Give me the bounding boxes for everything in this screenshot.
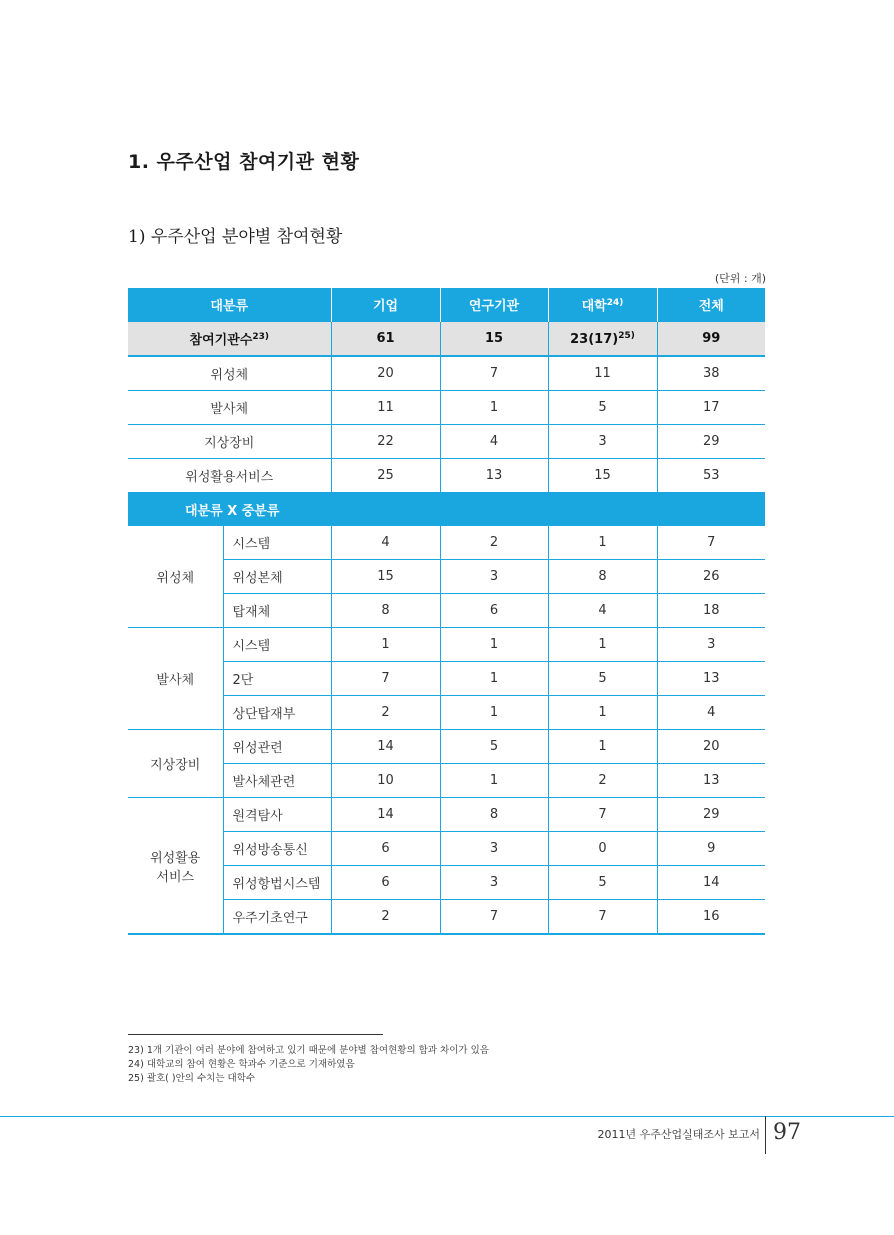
table-row: [128, 798, 765, 832]
participation-table: [128, 288, 765, 935]
table-cell: 1: [440, 696, 548, 730]
row-label: 위성체: [128, 356, 331, 391]
table-cell: 8: [440, 798, 548, 832]
table-cell: 1: [331, 628, 440, 662]
report-title: 2011년 우주산업실태조사 보고서: [597, 1128, 760, 1141]
sub-label: 상단탑재부: [223, 696, 331, 730]
group-label: 지상장비: [128, 730, 223, 798]
table-cell: 53: [657, 459, 765, 493]
footer-divider: [0, 1116, 894, 1117]
table-cell: 15: [331, 560, 440, 594]
page-number: 97: [773, 1120, 801, 1145]
header-company: 기업: [331, 288, 440, 322]
header-research: 연구기관: [440, 288, 548, 322]
table-row: [128, 560, 765, 594]
table-cell: 6: [440, 594, 548, 628]
table-cell: 14: [331, 798, 440, 832]
table-cell: 2: [440, 526, 548, 560]
table-cell: 25: [331, 459, 440, 493]
table-header-row: [128, 288, 765, 322]
footnote-23: 23) 1개 기관이 여러 분야에 참여하고 있기 때문에 분야별 참여현황의 합과 차이가 있음: [128, 1045, 489, 1056]
table-cell: 15: [440, 322, 548, 357]
table-cell: 1: [440, 628, 548, 662]
table-cell: 1: [548, 526, 657, 560]
table-cell: 20: [657, 730, 765, 764]
table-cell: 3: [440, 866, 548, 900]
table-cell: 5: [548, 662, 657, 696]
table-cell: 8: [331, 594, 440, 628]
table-row: [128, 696, 765, 730]
sub-label: 위성본체: [223, 560, 331, 594]
table-cell: 2: [331, 900, 440, 935]
table-cell: 7: [548, 798, 657, 832]
table-cell: 1: [440, 391, 548, 425]
sub-label: 원격탐사: [223, 798, 331, 832]
table-cell: 13: [657, 662, 765, 696]
table-cell: 8: [548, 560, 657, 594]
table-cell: 7: [548, 900, 657, 935]
table-cell: 1: [548, 628, 657, 662]
section-title: 1. 우주산업 참여기관 현황: [128, 151, 360, 173]
table-cell: 29: [657, 798, 765, 832]
table-cell: 5: [548, 391, 657, 425]
footnote-divider: [128, 1034, 383, 1035]
table-cell: 7: [440, 356, 548, 391]
table-cell: 3: [440, 560, 548, 594]
table-cell: 0: [548, 832, 657, 866]
table-cell: 1: [440, 662, 548, 696]
table-cell: 4: [657, 696, 765, 730]
table-cell: 1: [548, 730, 657, 764]
footnote-25: 25) 괄호( )안의 수치는 대학수: [128, 1073, 256, 1084]
table-cell: 11: [548, 356, 657, 391]
table-row: [128, 356, 765, 391]
subheader-row: [128, 493, 765, 527]
sub-label: 탑재체: [223, 594, 331, 628]
subheader-label: 대분류 X 중분류: [128, 493, 765, 527]
table-cell: 3: [548, 425, 657, 459]
table-cell: 13: [657, 764, 765, 798]
table-cell: 11: [331, 391, 440, 425]
table-cell: 2: [548, 764, 657, 798]
table-cell: $23(17)^{25)}$: [548, 322, 657, 357]
table-cell: 7: [657, 526, 765, 560]
table-cell: 14: [331, 730, 440, 764]
row-label: 지상장비: [128, 425, 331, 459]
sub-label: 발사체관련: [223, 764, 331, 798]
sub-label: 시스템: [223, 526, 331, 560]
table-cell: 6: [331, 832, 440, 866]
table-row: [128, 662, 765, 696]
table-cell: 13: [440, 459, 548, 493]
table-cell: 2: [331, 696, 440, 730]
sub-label: 시스템: [223, 628, 331, 662]
sub-label: 위성방송통신: [223, 832, 331, 866]
sub-label: 2단: [223, 662, 331, 696]
table-row: [128, 730, 765, 764]
table-cell: 7: [331, 662, 440, 696]
table-row: [128, 459, 765, 493]
total-label: 참여기관수$^{23)}$: [128, 322, 331, 357]
sub-label: 위성항법시스템: [223, 866, 331, 900]
subsection-title: 1) 우주산업 분야별 참여현황: [128, 227, 343, 247]
table-cell: 3: [657, 628, 765, 662]
table-cell: 14: [657, 866, 765, 900]
table-cell: 10: [331, 764, 440, 798]
table-row: [128, 526, 765, 560]
table-cell: 5: [548, 866, 657, 900]
table-cell: 16: [657, 900, 765, 935]
table-cell: 4: [548, 594, 657, 628]
table-cell: 18: [657, 594, 765, 628]
group-label: 발사체: [128, 628, 223, 730]
table-cell: 20: [331, 356, 440, 391]
table-cell: 22: [331, 425, 440, 459]
table-cell: 26: [657, 560, 765, 594]
sub-label: 우주기초연구: [223, 900, 331, 935]
table-cell: 1: [440, 764, 548, 798]
table-cell: 5: [440, 730, 548, 764]
group-label: 위성체: [128, 526, 223, 628]
sub-label: 위성관련: [223, 730, 331, 764]
table-row: [128, 594, 765, 628]
table-cell: 4: [440, 425, 548, 459]
table-cell: 29: [657, 425, 765, 459]
header-category: 대분류: [128, 288, 331, 322]
table-row: [128, 764, 765, 798]
table-cell: 4: [331, 526, 440, 560]
table-row: [128, 425, 765, 459]
header-total: 전체: [657, 288, 765, 322]
total-row: [128, 322, 765, 357]
table-cell: 17: [657, 391, 765, 425]
table-row: [128, 866, 765, 900]
table-cell: 61: [331, 322, 440, 357]
table-cell: 7: [440, 900, 548, 935]
table-cell: 1: [548, 696, 657, 730]
row-label: 위성활용서비스: [128, 459, 331, 493]
unit-label: (단위 : 개): [714, 272, 766, 285]
table-row: [128, 832, 765, 866]
footnote-24: 24) 대학교의 참여 현황은 학과수 기준으로 기재하였음: [128, 1059, 355, 1070]
table-cell: 6: [331, 866, 440, 900]
group-label-line2: 서비스: [156, 869, 195, 885]
table-cell: 3: [440, 832, 548, 866]
row-label: 발사체: [128, 391, 331, 425]
table-cell: 38: [657, 356, 765, 391]
table-cell: 15: [548, 459, 657, 493]
group-label: [128, 798, 223, 935]
group-label-line1: 위성활용: [150, 850, 201, 866]
table-row: [128, 391, 765, 425]
header-university: 대학$^{24)}$: [548, 288, 657, 322]
table-row: [128, 628, 765, 662]
table-cell: 99: [657, 322, 765, 357]
table-row: [128, 900, 765, 935]
table-cell: 9: [657, 832, 765, 866]
footer-separator: [765, 1116, 766, 1154]
